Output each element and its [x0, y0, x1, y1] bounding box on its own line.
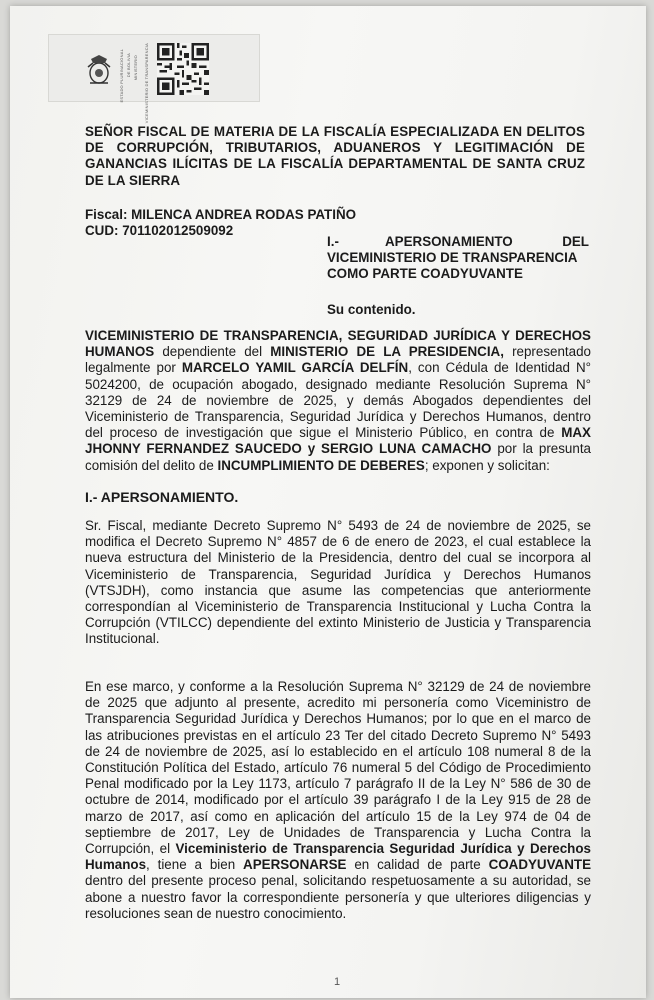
section-title: I.- APERSONAMIENTO.: [85, 489, 239, 505]
reference-line: APERSONAMIENTO DEL: [385, 234, 589, 249]
intro-text: por la presunta comisión del delito de: [85, 441, 591, 473]
page-number: 1: [334, 976, 341, 988]
qr-caption: VICEMINISTERIO DE TRANSPARENCIA: [144, 43, 149, 124]
intro-text: dependiente del: [154, 344, 271, 360]
paragraph-1: Sr. Fiscal, mediante Decreto Supremo N° 5493 de 24 de noviembre de 2025, se modifica el Decreto Supremo N° 4857 de 6 de enero de 2023, el cual establece la nueva estructura del Ministerio de la Presidencia, dentro del cual se incorpora al Viceministerio de Transparencia, Seguridad Jurídica y Derechos Humanos (VTSJDH), como instancia que asume las competencias que anteriormente correspondían al Viceministerio de Transparencia Institucional y Lucha Contra la Corrupción (VTILCC) dependiente del extinto Ministerio de Justicia y Transparencia Institucional.: [85, 518, 591, 647]
fiscal-name: Fiscal: MILENCA ANDREA RODAS PATIÑO: [85, 207, 357, 222]
paragraph-text: En ese marco, y conforme a la Resolución Suprema N° 32129 de 24 de noviembre de 2025 que adjunto al presente, acredito mi personería como Viceministro de Transparencia Seguridad Jurídica y Derechos Humanos; por lo que en el marco de las atribuciones previstas en el artículo 23 Ter del citado Decreto Supremo N° 5493 de 24 de noviembre de 2025, así lo establecido en el artículo 108 numeral 8 de la Constitución Política del Estado, artículo 76 numeral 5 del Código de Procedimiento Penal modificado por la Ley 1173, artículo 7 parágrafo II de la Ley N° 586 de 30 de octubre de 2014, modificado por el artículo 39 parágrafo I de la Ley 915 de 28 de marzo de 2017, así como en aplicación del artículo 15 de la Ley 974 de 04 de septiembre de 2017, Ley de Unidades de Transparencia y Lucha Contra la Corrupción, el: [85, 679, 591, 857]
qr-code-icon: [157, 43, 209, 95]
reference-line: VICEMINISTERIO DE TRANSPARENCIA: [327, 250, 578, 266]
paragraph-text: COADYUVANTE: [488, 857, 591, 873]
intro-text: , con Cédula de Identidad N° 5024200, de ocupación abogado, designado mediante Resolución Suprema N° 32129 de 24 de noviembre de 2025, y demás Abogados dependientes del Viceministerio de Transparencia, Seguridad Jurídica y Derechos Humanos, dentro del proceso de investigación que sigue el Ministerio Público, en contra de: [85, 360, 591, 441]
addressee-heading: SEÑOR FISCAL DE MATERIA DE LA FISCALÍA ESPECIALIZADA EN DELITOS DE CORRUPCIÓN, TRIBUTARIOS, ADUANEROS Y LEGITIMACIÓN DE GANANCIAS ILÍCITAS DE LA FISCALÍA DEPARTAMENTAL DE SANTA CRUZ DE LA SIERRA: [85, 124, 585, 188]
paragraph-text: APERSONARSE: [243, 857, 347, 873]
document-reference: [327, 234, 589, 283]
paragraph-text: dentro del presente proceso penal, solicitando respetuosamente a su autoridad, se abone a nuestro favor la correspondiente personería y que ulteriores diligencias y resoluciones sean de nuestro conocimiento.: [85, 873, 591, 921]
seal-text: MINISTERIO: [133, 55, 138, 81]
intro-paragraph: [85, 328, 591, 474]
intro-text: MINISTERIO DE LA PRESIDENCIA,: [270, 344, 504, 360]
official-stamp: [48, 34, 260, 124]
paragraph-text: , tiene a bien: [146, 857, 244, 873]
paragraph-text: Viceministerio de Transparencia Seguridad Jurídica y Derechos Humanos: [85, 841, 591, 873]
intro-text: ; exponen y solicitan:: [424, 457, 550, 473]
cud-number: CUD: 701102012509092: [85, 223, 234, 239]
reference-line: COMO PARTE COADYUVANTE: [327, 266, 523, 282]
bolivia-coat-of-arms-icon: [85, 53, 113, 87]
intro-text: INCUMPLIMIENTO DE DEBERES: [217, 457, 425, 473]
reference-number: I.-: [327, 234, 339, 249]
paragraph-2: [85, 679, 591, 922]
paragraph-text: en calidad de parte: [346, 857, 489, 873]
su-contenido-label: Su contenido.: [327, 302, 416, 317]
intro-text: VICEMINISTERIO DE TRANSPARENCIA, SEGURIDAD JURÍDICA Y DERECHOS HUMANOS: [85, 328, 591, 360]
document-page: [10, 6, 646, 998]
intro-text: MAX JHONNY FERNANDEZ SAUCEDO y SERGIO LUNA CAMACHO: [85, 425, 591, 457]
seal-text: DE BOLIVIA: [126, 53, 131, 78]
intro-text: representado legalmente por: [85, 344, 591, 376]
intro-text: MARCELO YAMIL GARCÍA DELFÍN: [181, 360, 409, 376]
seal-text: ESTADO PLURINACIONAL: [119, 49, 124, 103]
